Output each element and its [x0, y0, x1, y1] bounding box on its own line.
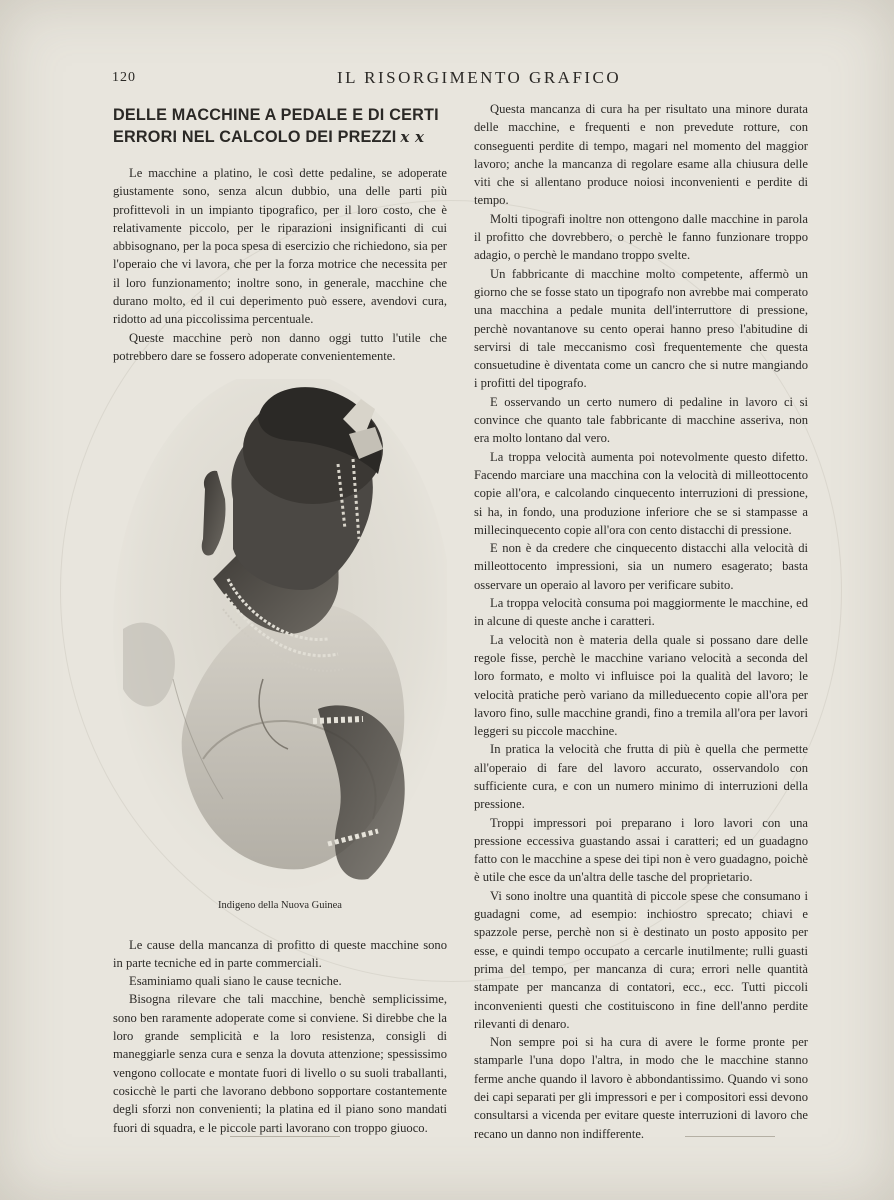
article-title-line-2-text: ERRORI NEL CALCOLO DEI PREZZI	[113, 128, 397, 146]
footer-rule-left	[230, 1136, 340, 1137]
paragraph: Queste macchine però non danno oggi tutto l'utile che potrebbero dare se fossero adoperate convenientemente.	[113, 330, 447, 363]
paragraph: In pratica la velocità che frutta di più è quella che permette all'operaio di fare del lavoro accurato, osservandolo con sufficiente cura, e con un numero minimo di interruzioni della pressione.	[474, 742, 808, 812]
paragraph: La troppa velocità consuma poi maggiormente le macchine, ed in alcune di queste anche i caratteri.	[474, 596, 808, 629]
article-title-line-2	[113, 126, 447, 148]
paragraph: Troppi impressori poi preparano i loro lavori con una pressione eccessiva guastando assai i caratteri; ed un guadagno fatto con le macchine a spese dei tipi non è vero guadagno, poichè è utile che esce da un'altra delle tasche del proprietario.	[474, 815, 808, 885]
paragraph: La velocità non è materia della quale si possano dare delle regole fisse, perchè le macchine variano velocità a seconda del loro formato, e molto vi influisce poi la qualità del lavoro; le velocità pratiche però variano da milleduecento copie all'ora per lavoro fino, sulle macchine grandi, fino a tremila all'ora per lavori leggeri su piccole macchine.	[474, 632, 808, 739]
footer-rule-right	[685, 1136, 775, 1137]
paragraph: E osservando un certo numero di pedaline in lavoro ci si convince che quanto tale fabbricante di macchine asseriva, non era molto lontano dal vero.	[474, 394, 808, 446]
figure-caption: Indigeno della Nuova Guinea	[218, 900, 342, 912]
paragraph: Le macchine a platino, le così dette pedaline, se adoperate giustamente sono, senza alcun dubbio, una delle parti più profittevoli in un impianto tipografico, per il loro costo, che è relativamente piccolo, per le riparazioni insignificanti di cui abbisognano, per la poca spesa di esercizio che richiedono, sia per l'operaio che vi lavora, che per la forza motrice che necessita per il loro funzionamento; inoltre sono, in generale, macchine che durano molto, ed il cui deperimento può essere, avendovi cura, ridotto ad una piccolissima percentuale.	[113, 166, 447, 327]
left-column	[113, 100, 447, 1137]
title-ornament: x x	[400, 128, 425, 146]
page-number: 120	[112, 70, 136, 85]
paragraph: Esaminiamo quali siano le cause tecniche.	[129, 974, 342, 989]
paragraph: E non è da credere che cinquecento distacchi alla velocità di milleottocento impressioni, sia un numero esagerato; basta osservare un operaio al lavoro per verificare subito.	[474, 541, 808, 592]
right-column	[474, 100, 808, 1143]
article-title	[113, 104, 447, 148]
paragraph: Non sempre poi si ha cura di avere le forme pronte per stamparle l'una dopo l'altra, in modo che le macchine stanno ferme anche quando il lavoro è abbondantissimo. Quando vi sono dei capi separati per gli impressori e per i compositori essi devono consultarsi a vicenda per evitare queste interruzioni di lavoro che recano un danno non indifferente.	[474, 1035, 808, 1141]
paragraph: Un fabbricante di macchine molto competente, affermò un giorno che se fosse stato un tipografo non avrebbe mai comperato una macchina a pedale munita dell'interruttore di pressione, perchè novantanove su cento operai hanno preso l'abitudine di servirsi di tale meccanismo così frequentemente che questa consuetudine è diventata come un cancro che si nutre mangiando i profitti del tipografo.	[474, 266, 808, 391]
paragraph: Molti tipografi inoltre non ottengono dalle macchine in parola il profitto che dovrebbero, o perchè le fanno funzionare troppo adagio, o perchè le mandano troppo svelte.	[474, 211, 808, 263]
paragraph: Vi sono inoltre una quantità di piccole spese che consumano i guadagni come, ad esempio: inchiostro sprecato; chiavi e spazzole perse, perchè non si è destinato un posto apposito per esse, e quindi tempo occupato a cercarle inutilmente; rulli guasti prima del tempo, per mancanza di cura; errori nelle quantità stampate per mancanza di contatori, ecc., ecc. Tutti piccoli inconvenienti questi che costituiscono in fine dell'anno perdite rilevanti di denaro.	[474, 888, 808, 1031]
paragraph: Bisogna rilevare che tali macchine, benchè semplicissime, sono ben raramente adoperate come si conviene. Si direbbe che la loro grande semplicità e la loro resistenza, consigli di maneggiarle senza cura e senza la dovuta attenzione; spessissimo vengono collocate e montate fuori di livello o su suoli traballanti, cosicchè le parti che lavorano debbono sopportare costantemente degli sforzi non convenienti; la platina ed il piano sono mandati fuori di squadra, e le piccole parti lavorano con troppo giuoco.	[113, 992, 447, 1135]
paragraph: La troppa velocità aumenta poi notevolmente questo difetto. Facendo marciare una macchina con la velocità di milleottocento copie all'ora, e calcolando cinquecento interruzioni di pressione, si ha, in fondo, una produzione inferiore che se si stampasse a millecinquecento copie all'ora con cento distacchi di pressione.	[474, 449, 808, 537]
paragraph: Le cause della mancanza di profitto di queste macchine sono in parte tecniche ed in parte commerciali.	[113, 937, 447, 970]
portrait-illustration	[113, 379, 447, 891]
portrait-drawing	[113, 379, 447, 891]
journal-title: IL RISORGIMENTO GRAFICO	[337, 68, 622, 87]
paragraph: Questa mancanza di cura ha per risultato una minore durata delle macchine, e frequenti e non prevedute rotture, con conseguenti perdite di tempo, magari nel momento del maggior lavoro; anche la mancanza di regolare esame alla chiusura delle viti che si allentano produce noiosi inconvenienti e perdite di tempo.	[474, 102, 808, 208]
running-head	[112, 68, 802, 90]
article-title-line-1: DELLE MACCHINE A PEDALE E DI CERTI	[113, 106, 439, 124]
